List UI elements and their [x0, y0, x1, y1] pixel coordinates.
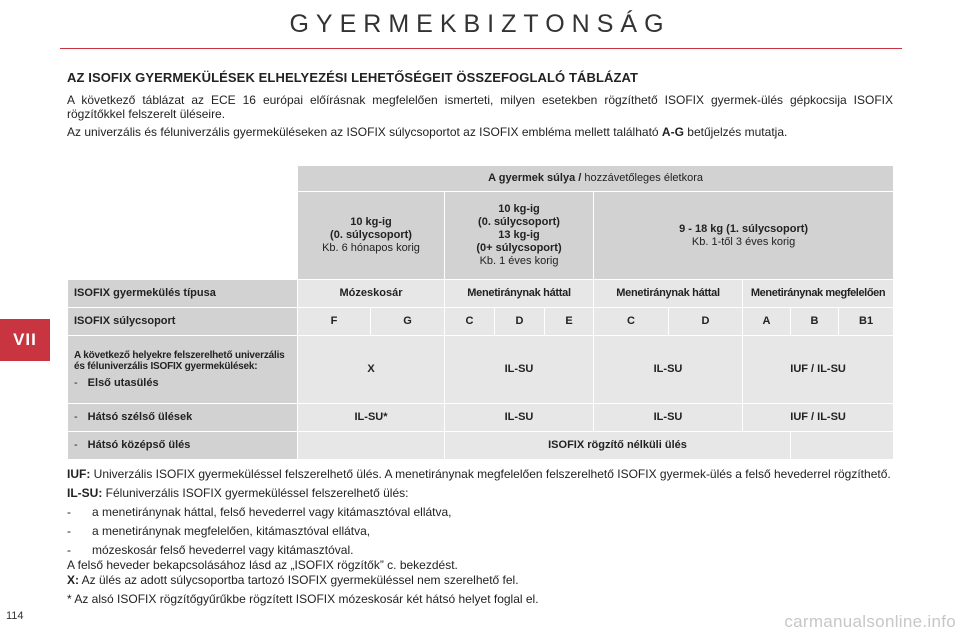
intro-letter-a: A	[661, 125, 671, 139]
intro-paragraph-2-start: Az univerzális és féluniverzális gyermeküléseken az ISOFIX súlycsoportot az ISOFIX embléma mellett található	[67, 125, 662, 139]
legend-bullet	[67, 543, 893, 557]
rear-mid-cell-empty	[791, 432, 894, 460]
legend-bullet-dash: -	[67, 505, 71, 519]
intro-paragraph-1: A következő táblázat az ECE 16 európai előírásnak megfelelően ismerteti, milyen esetekben rögzíthető ISOFIX gyermek-ülés gépkocsija ISOFIX rögzítőkkel felszerelt üléseire.	[67, 93, 893, 121]
rear-mid-dash: -	[74, 439, 78, 451]
intro-letter-g: G	[674, 125, 684, 139]
front-seat-label: Első utasülés	[87, 376, 159, 389]
rear-mid-row-label	[68, 432, 298, 460]
class-cell: B1	[839, 308, 894, 336]
legend-bullet-dash: -	[67, 543, 71, 557]
class-cell: A	[743, 308, 791, 336]
type-row-label: ISOFIX gyermekülés típusa	[68, 280, 298, 308]
weight-group-1	[594, 192, 894, 280]
table-corner	[68, 166, 298, 192]
rear-side-cell: IL-SU	[594, 404, 743, 432]
type-cell: Mózeskosár	[298, 280, 445, 308]
type-cell: Menetiránynak háttal	[594, 280, 743, 308]
group0-age: Kb. 6 hónapos korig	[322, 242, 420, 254]
weight-header	[298, 166, 894, 192]
section-heading: AZ ISOFIX GYERMEKÜLÉSEK ELHELYEZÉSI LEHETŐSÉGEIT ÖSSZEFOGLALÓ TÁBLÁZAT	[67, 70, 639, 85]
weight-group-0plus	[445, 192, 594, 280]
legend-x-text: Az ülés az adott súlycsoportba tartozó ISOFIX gyermeküléssel nem szerelhető fel.	[79, 573, 519, 587]
intro-paragraph-2-end: betűjelzés mutatja.	[683, 125, 788, 139]
class-cell: B	[791, 308, 839, 336]
front-seat-cell: X	[298, 336, 445, 404]
weight-header-bold: A gyermek súlya /	[488, 172, 582, 184]
legend-bullet-text: a menetiránynak megfelelően, kitámasztóval ellátva,	[92, 524, 371, 538]
legend-iuf-key: IUF:	[67, 467, 91, 481]
group0plus-class1: (0. súlycsoport)	[478, 216, 560, 228]
legend-bullet	[67, 505, 893, 519]
class-cell: E	[545, 308, 594, 336]
legend-note: A felső heveder bekapcsolásához lásd az „ISOFIX rögzítők” c. bekezdést.	[67, 558, 458, 572]
legend-ilsu	[67, 486, 893, 500]
intro-letter-sep: -	[670, 125, 675, 139]
group1-weight: 9 - 18 kg (1. súlycsoport)	[679, 222, 809, 235]
legend-bullet-text: mózeskosár felső hevederrel vagy kitámasztóval.	[92, 543, 354, 557]
intro-paragraph-2	[67, 125, 893, 139]
section-intro	[67, 70, 893, 143]
type-cell: Menetiránynak megfelelően	[743, 280, 894, 308]
legend-x-key: X:	[67, 573, 79, 587]
class-cell: C	[594, 308, 669, 336]
page-number: 114	[6, 610, 24, 622]
isofix-table	[67, 165, 894, 460]
group0plus-age: Kb. 1 éves korig	[479, 255, 559, 267]
table-corner-2	[68, 192, 298, 280]
rear-mid-cell: ISOFIX rögzítő nélküli ülés	[445, 432, 791, 460]
class-cell: C	[445, 308, 495, 336]
chapter-tab: VII	[0, 319, 50, 361]
rear-side-dash: -	[74, 411, 78, 423]
class-cell: G	[371, 308, 445, 336]
weight-group-0	[298, 192, 445, 280]
front-seat-cell: IL-SU	[594, 336, 743, 404]
title-divider	[60, 48, 902, 49]
legend-bullet-text: a menetiránynak háttal, felső hevederrel vagy kitámasztóval ellátva,	[92, 505, 452, 519]
rear-side-label: Hátsó szélső ülések	[87, 411, 193, 423]
rear-side-cell: IUF / IL-SU	[743, 404, 894, 432]
class-row-label: ISOFIX súlycsoport	[68, 308, 298, 336]
group0plus-class2: (0+ súlycsoport)	[476, 242, 562, 254]
legend-iuf-text: Univerzális ISOFIX gyermeküléssel felszerelhető ülés. A menetiránynak megfelelően felszerelhető ISOFIX gyermek-ülés a felső hevederrel rögzíthető.	[90, 467, 891, 481]
weight-header-normal: hozzávetőleges életkora	[581, 172, 703, 184]
rear-side-cell: IL-SU	[445, 404, 594, 432]
seats-intro-label: A következő helyekre felszerelhető univerzális és féluniverzális ISOFIX gyermekülések:	[74, 349, 285, 372]
front-seat-cell: IL-SU	[445, 336, 594, 404]
legend-ilsu-text: Féluniverzális ISOFIX gyermeküléssel felszerelhető ülés:	[102, 486, 409, 500]
legend-bullet-dash: -	[67, 524, 71, 538]
rear-side-cell: IL-SU*	[298, 404, 445, 432]
front-seat-cell: IUF / IL-SU	[743, 336, 894, 404]
group0plus-weight1: 10 kg-ig	[498, 203, 540, 215]
legend-ilsu-key: IL-SU:	[67, 486, 103, 500]
legend-x	[67, 573, 893, 587]
group0-class: (0. súlycsoport)	[330, 229, 412, 241]
legend	[67, 467, 893, 607]
front-dash: -	[74, 376, 78, 389]
group1-age: Kb. 1-től 3 éves korig	[691, 235, 796, 248]
group0-weight: 10 kg-ig	[350, 216, 392, 228]
class-cell: D	[495, 308, 545, 336]
legend-bullet	[67, 524, 893, 538]
rear-mid-cell-empty	[298, 432, 445, 460]
rear-mid-label: Hátsó középső ülés	[87, 439, 191, 451]
page-title: GYERMEKBIZTONSÁG	[289, 10, 671, 38]
front-seat-row-label	[68, 336, 298, 404]
type-cell: Menetiránynak háttal	[445, 280, 594, 308]
class-cell: F	[298, 308, 371, 336]
legend-footnote: * Az alsó ISOFIX rögzítőgyűrűkbe rögzített ISOFIX mózeskosár két hátsó helyet foglal el.	[67, 592, 539, 606]
rear-side-row-label	[68, 404, 298, 432]
watermark: carmanualsonline.info	[784, 612, 956, 631]
group0plus-weight2: 13 kg-ig	[498, 229, 540, 241]
class-cell: D	[669, 308, 743, 336]
legend-iuf	[67, 467, 893, 481]
